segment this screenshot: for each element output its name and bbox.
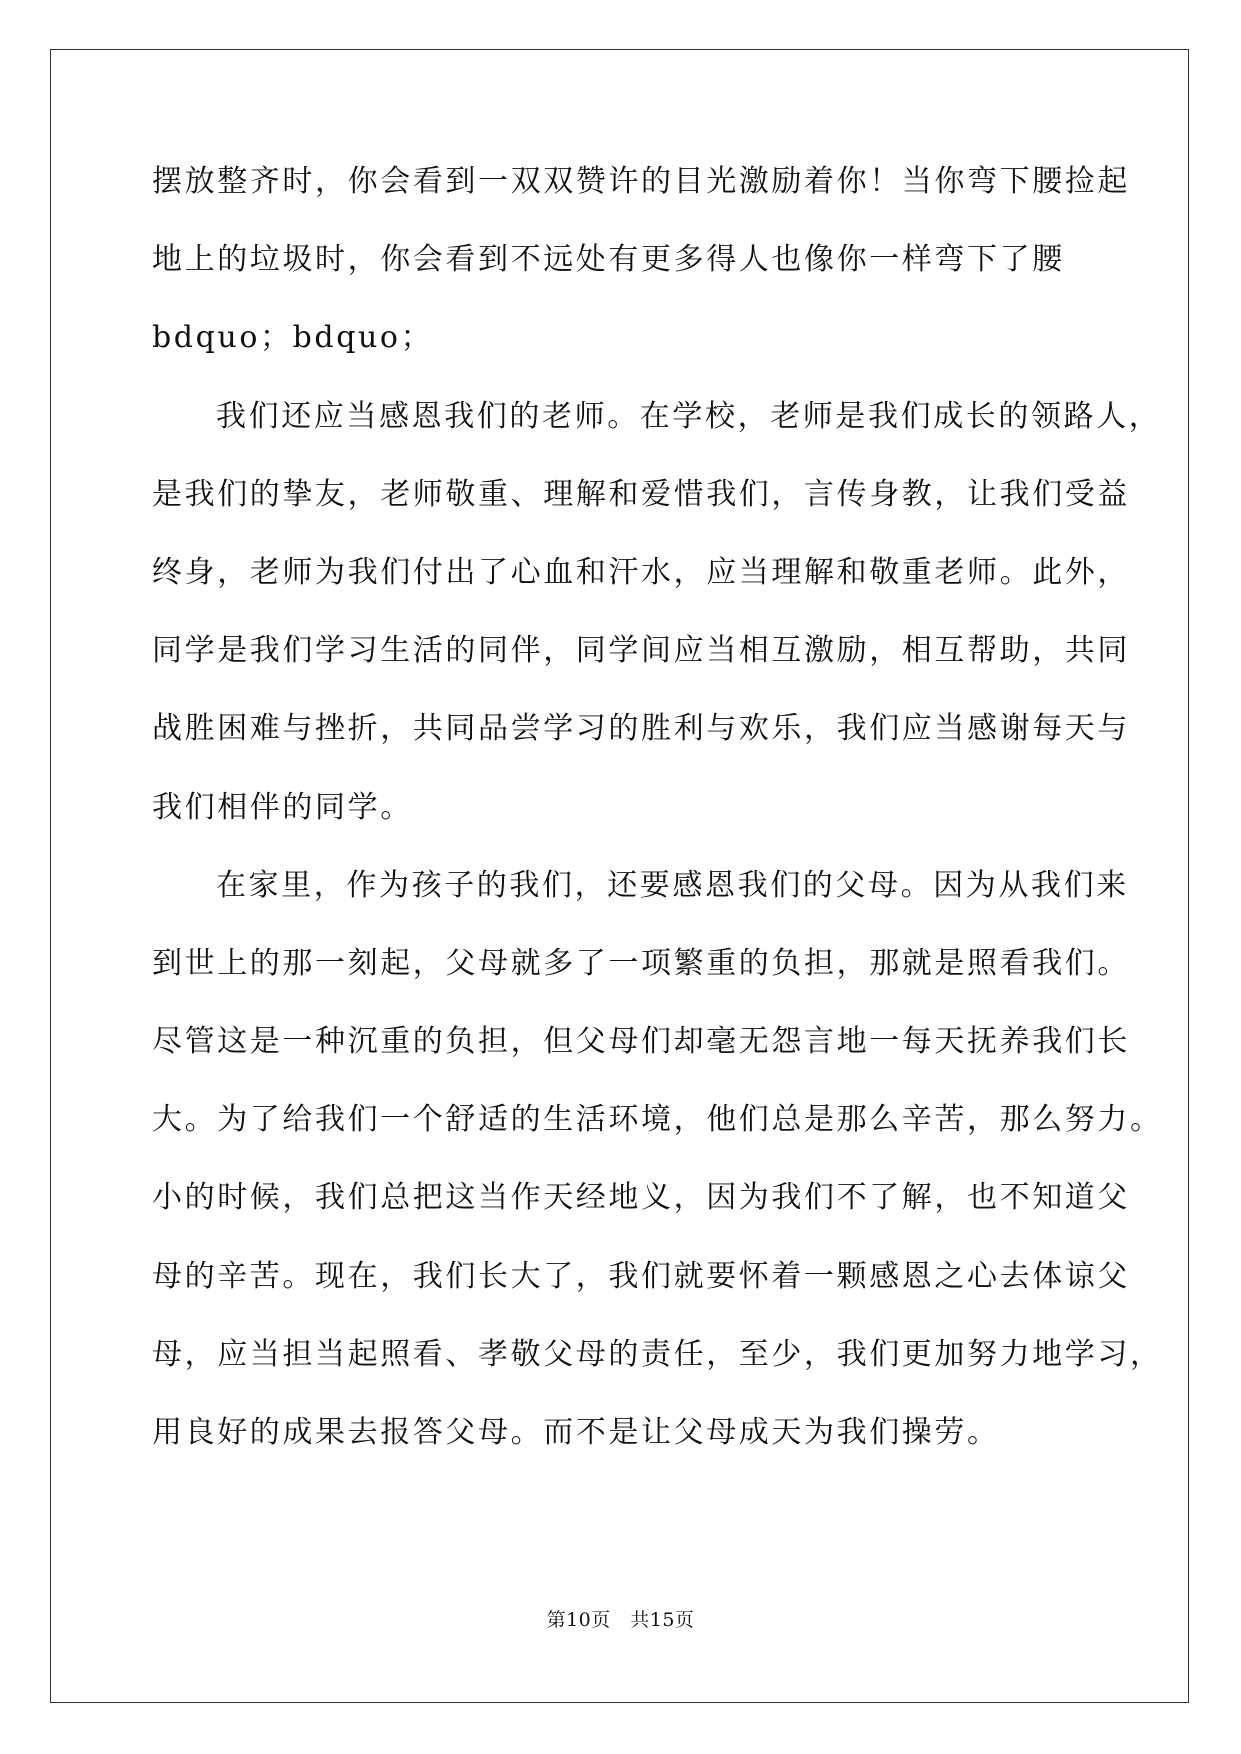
page-number-footer: 第10页 共15页 (546, 1609, 695, 1631)
text-line: 同学是我们学习生活的同伴，同学间应当相互激励，相互帮助，共同 (152, 633, 1130, 669)
text-line: 地上的垃圾时，你会看到不远处有更多得人也像你一样弯下了腰 (152, 242, 1065, 278)
text-line: 大。为了给我们一个舒适的生活环境，他们总是那么辛苦，那么努力。 (152, 1102, 1163, 1138)
text-line: 摆放整齐时，你会看到一双双赞许的目光激励着你！当你弯下腰捡起 (152, 164, 1130, 199)
text-line: 战胜困难与挫折，共同品尝学习的胜利与欢乐，我们应当感谢每天与 (152, 711, 1130, 747)
paragraph-start-line: 我们还应当感恩我们的老师。在学校，老师是我们成长的领路人， (216, 398, 1162, 434)
text-line: 我们相伴的同学。 (152, 789, 413, 825)
text-line: 小的时候，我们总把这当作天经地义，因为我们不了解，也不知道父 (152, 1180, 1130, 1216)
document-body (152, 164, 1163, 1494)
text-line: 母，应当担当起照看、孝敬父母的责任，至少，我们更加努力地学习， (152, 1336, 1163, 1372)
text-line: 尽管这是一种沉重的负担，但父母们却毫无怨言地一每天抚养我们长 (152, 1024, 1130, 1060)
text-line: 是我们的挚友，老师敬重、理解和爱惜我们，言传身教，让我们受益 (152, 476, 1130, 512)
text-line: 到世上的那一刻起，父母就多了一项繁重的负担，那就是照看我们。 (152, 945, 1130, 981)
text-line: 母的辛苦。现在，我们长大了，我们就要怀着一颗感恩之心去体谅父 (152, 1258, 1130, 1294)
text-line: bdquo；bdquo； (152, 320, 434, 356)
paragraph-start-line: 在家里，作为孩子的我们，还要感恩我们的父母。因为从我们来 (216, 867, 1129, 903)
text-line: 用良好的成果去报答父母。而不是让父母成天为我们操劳。 (152, 1415, 1000, 1450)
text-line: 终身，老师为我们付出了心血和汗水，应当理解和敬重老师。此外， (152, 554, 1130, 590)
